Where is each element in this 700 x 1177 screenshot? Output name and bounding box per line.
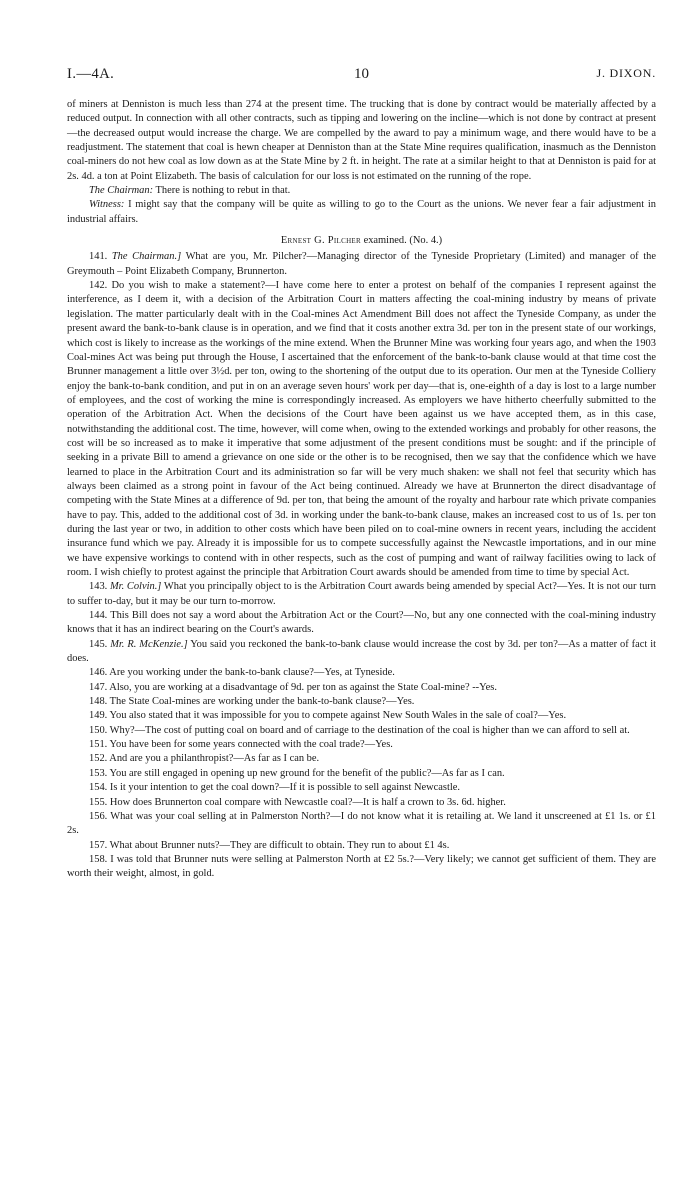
question-152: 152. And are you a philanthropist?—As far as I can be. — [89, 753, 320, 765]
question-146: 146. Are you working under the bank-to-bank clause?—Yes, at Tyneside. — [89, 667, 395, 679]
witness-heading: Ernest G. Pilcher examined. (No. 4.) — [280, 235, 443, 247]
question-148: 148. The State Coal-mines are working under the bank-to-bank clause?—Yes. — [89, 696, 415, 708]
paragraph-continuation: of miners at Denniston is much less than 274 at the present time. The trucking that is done by contract would be materially affected by a reduced output. In connection with all other contracts, such as tipping and lowering on the incline—which is not done by contract at present—the decreased output would increase the charge. We are compelled by the award to pay a minimum wage, and there would have to be a readjustment. The statement that coal is hewn cheaper at Denniston than at the State Mine requires qualification, inasmuch as the Denniston coal-miners do not hew coal as low down as at the State Mine by 2 ft. in height. The rate at a similar height to that at Denniston is paid for at 2s. 4d. a ton at Point Elizabeth. The basis of calculation for our loss is not estimated on the running of the rope. — [67, 99, 656, 182]
question-157: 157. What about Brunner nuts?—They are difficult to obtain. They run to about £1 4s. — [89, 839, 450, 851]
question-155: 155. How does Brunnerton coal compare with Newcastle coal?—It is half a crown to 3s. 6d. higher. — [89, 796, 506, 808]
question-150: 150. Why?—The cost of putting coal on board and of carriage to the destination of the coal is higher than we can afford to sell at. — [89, 724, 630, 736]
witness-name: J. DIXON. — [596, 66, 656, 80]
document-page — [67, 66, 656, 882]
question-149: 149. You also stated that it was impossible for you to compete against New South Wales in the sale of coal?—Yes. — [89, 710, 567, 722]
question-151: 151. You have been for some years connected with the coal trade?—Yes. — [89, 739, 393, 751]
page-number: 10 — [354, 66, 369, 82]
page-body — [67, 98, 656, 882]
question-147: 147. Also, you are working at a disadvantage of 9d. per ton as against the State Coal-mine? --Yes. — [89, 681, 497, 693]
witness-fullname: Ernest G. Pilcher — [280, 235, 361, 247]
document-reference: I.—4A. — [67, 66, 115, 82]
question-154: 154. Is it your intention to get the coal down?—If it is possible to sell against Newcastle. — [89, 782, 461, 794]
paragraph-witness-remark: Witness: I might say that the company will be quite as willing to go to the Court as the unions. We never fear a fair adjustment in industrial affairs. — [67, 199, 656, 225]
speaker-label: The Chairman.] — [111, 251, 182, 263]
question-153: 153. You are still engaged in opening up new ground for the benefit of the public?—As far as I can. — [89, 767, 505, 779]
question-156: 156. What was your coal selling at in Palmerston North?—I do not know what it is retailing at. We land it unscreened at £1 1s. or £1 2s. — [67, 810, 656, 837]
speaker-label: The Chairman: — [89, 185, 154, 197]
speaker-label: Mr. R. McKenzie.] — [110, 638, 188, 650]
speaker-label: Mr. Colvin.] — [109, 581, 162, 593]
question-142: 142. Do you wish to make a statement?—I have come here to enter a protest on behalf of the companies I represent against the interference, as I deem it, with a decision of the Arbitration Court in matters affecting the coal-mining industry by means of private legislation. The matter particularly dealt with in the Coal-mines Act Amendment Bill does not affect the Tyneside Company, as under the present award the bank-to-bank clause is in operation, and we find that it costs another extra 3d. per ton in the present state of our workings, which cost is likely to increase as the workings of the mine extend. When the Brunner Mine was working four years ago, and when the 1903 Coal-mines Act was being put through the House, I ascertained that the enforcement of the bank-to-bank clause would at that time cost the Brunner management a little over 3½d. per ton, owing to the shortening of the output due to its operation. Our men at the Tyneside Colliery enjoy the bank-to-bank condition, and put in on an average seven hours' work per day—that is, one-eighth of a day is lost to a large number of employees, and the cost of working the mine is correspondingly increased. As employers we have hitherto cheerfully submitted to the operation of the Arbitration Act. When the decisions of the Court have been against us we have accepted them, as in this case, notwithstanding the additional cost. The time, however, will come when, owing to the extended workings and probably for other reasons, the cost will be so increased as to make it imperative that some adjustment of the present conditions must be sought: and if the principle of seeking in a private Bill to amend a grievance on one side or the other is to be recognised, then we say that the confidence which we have learned to place in the Arbitration Court and its administration so far will be very much shaken: we shall not feel that security which has always been claimed as a strong point in favour of the Act being continued. Already we have at Brunnerton the direct disadvantage of competing with the State Mines at a difference of 9d. per ton, that being the amount of the royalty and harbour rate which private companies have to pay. This, added to the additional cost of 3d. in working under the bank-to-bank clause, makes an increased cost to us of 1s. per ton during the last year or two, in addition to other costs which have been piled on to coal-mine owners in recent years, including the accident insurance fund which we pay. Already it is impossible for us to compete successfully against the Newcastle importations, and in our mine we have expensive workings to contend with in other respects, such as the cost of pumping and want of railway facilities owing to lack of room. I wish chiefly to protest against the principle that Arbitration Court awards should be amended from time to time by special Act. — [67, 280, 656, 578]
paragraph-chairman-remark: The Chairman: There is nothing to rebut in that. — [89, 185, 291, 197]
question-143: 143. Mr. Colvin.] What you principally object to is the Arbitration Court awards being amended by special Act?—Yes. It is not our turn to suffer to-day, but it may be our turn to-morrow. — [67, 581, 657, 607]
speaker-label: Witness: — [89, 199, 125, 211]
question-141: 141. The Chairman.] What are you, Mr. Pilcher?—Managing director of the Tyneside Proprietary (Limited) and manager of the Greymouth – Point Elizabeth Company, Brunnerton. — [67, 251, 657, 277]
question-158: 158. I was told that Brunner nuts were selling at Palmerston North at £2 5s.?—Very likely; we cannot get sufficient of them. They are worth their weight, almost, in gold. — [67, 853, 656, 880]
question-144: 144. This Bill does not say a word about the Arbitration Act or the Court?—No, but any one connected with the coal-mining industry knows that it has an indirect bearing on the Court's awards. — [67, 610, 656, 636]
page-header — [67, 66, 656, 88]
question-145: 145. Mr. R. McKenzie.] You said you reckoned the bank-to-bank clause would increase the cost by 3d. per ton?—As a matter of fact it does. — [67, 638, 656, 665]
